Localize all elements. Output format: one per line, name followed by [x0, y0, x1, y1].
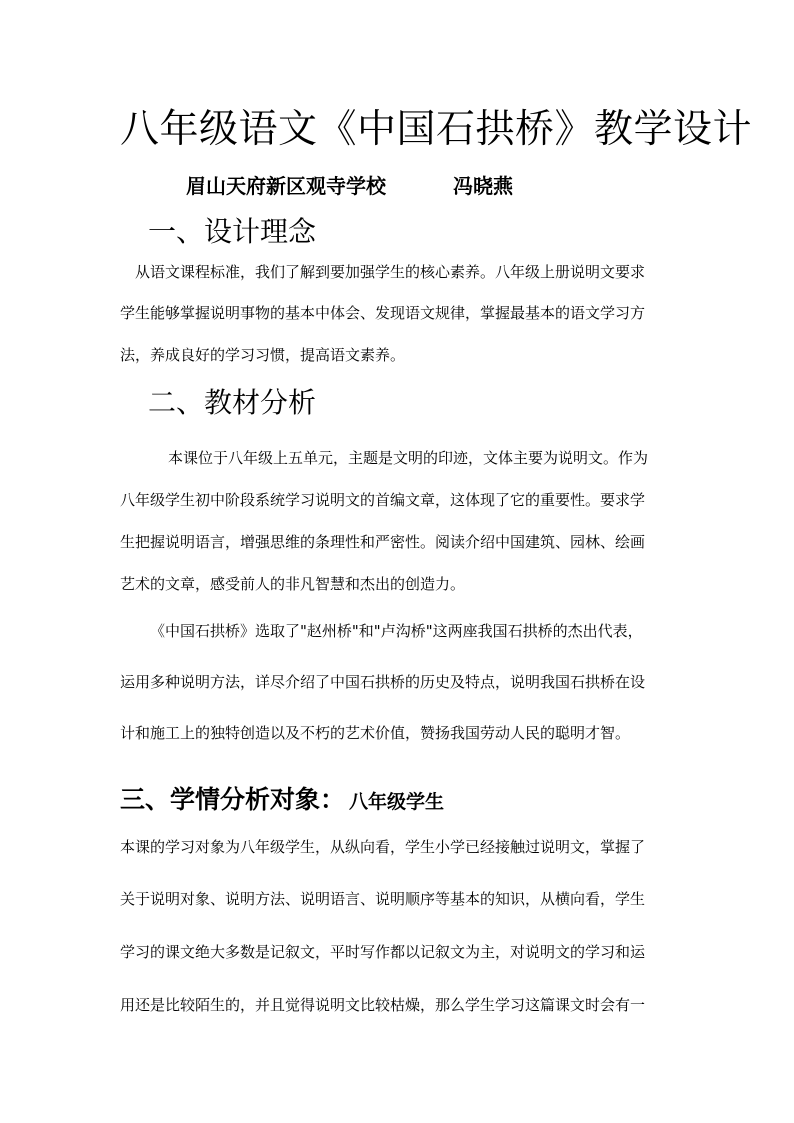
- author-school: 眉山天府新区观寺学校: [186, 174, 386, 198]
- paragraph-line: 八年级学生初中阶段系统学习说明文的首编文章，这体现了它的重要性。要求学: [120, 491, 646, 509]
- paragraph-line: 从语文课程标准，我们了解到要加强学生的核心素养。八年级上册说明文要求: [135, 263, 646, 281]
- section-heading-subject: 八年级学生: [349, 791, 445, 813]
- paragraph-line: 关于说明对象、说明方法、说明语言、说明顺序等基本的知识，从横向看，学生: [120, 890, 646, 908]
- paragraph-line: 本课的学习对象为八年级学生，从纵向看，学生小学已经接触过说明文，掌握了: [120, 838, 646, 856]
- paragraph-line: 法，养成良好的学习习惯，提高语文素养。: [120, 346, 406, 364]
- section-heading-textbook-analysis: 二、教材分析: [148, 386, 317, 419]
- paragraph-line: 运用多种说明方法，详尽介绍了中国石拱桥的历史及特点，说明我国石拱桥在设: [120, 673, 646, 691]
- paragraph-line: 用还是比较陌生的，并且觉得说明文比较枯燥，那么学生学习这篇课文时会有一: [120, 996, 646, 1014]
- paragraph-line: 《中国石拱桥》选取了"赵州桥"和"卢沟桥"这两座我国石拱桥的杰出代表，: [150, 622, 643, 640]
- paragraph-line: 计和施工上的独特创造以及不朽的艺术价值，赞扬我国劳动人民的聪明才智。: [120, 724, 631, 742]
- section-heading-learner-analysis: [120, 780, 444, 816]
- section-heading-text: 三、学情分析对象：: [120, 785, 346, 814]
- document-title: 八年级语文《中国石拱桥》教学设计: [120, 107, 753, 152]
- paragraph-line: 学生能够掌握说明事物的基本中体会、发现语文规律，掌握最基本的语文学习方: [120, 304, 646, 322]
- paragraph-line: 生把握说明语言，增强思维的条理性和严密性。阅读介绍中国建筑、园林、绘画: [120, 533, 646, 551]
- paragraph-line: 艺术的文章，感受前人的非凡智慧和杰出的创造力。: [120, 575, 466, 593]
- paragraph-line: 本课位于八年级上五单元，主题是文明的印迹，文体主要为说明文。作为: [168, 449, 649, 467]
- section-heading-design-concept: 一、设计理念: [148, 215, 317, 248]
- author-name: 冯晓燕: [453, 174, 513, 198]
- paragraph-line: 学习的课文绝大多数是记叙文，平时写作都以记叙文为主，对说明文的学习和运: [120, 943, 646, 961]
